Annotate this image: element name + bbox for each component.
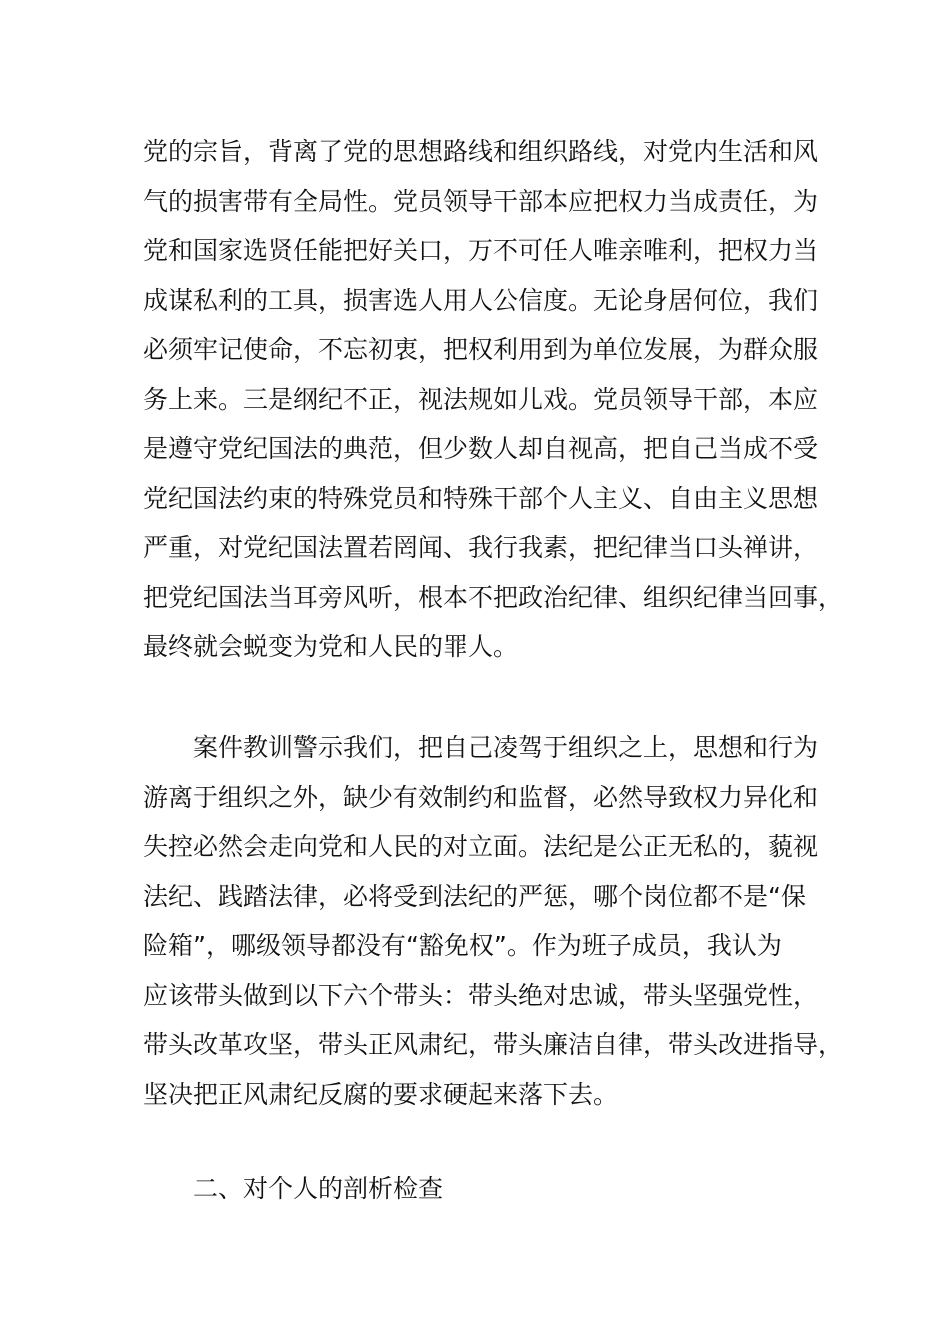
paragraph-line: 把党纪国法当耳旁风听，根本不把政治纪律、组织纪律当回事， — [143, 582, 844, 612]
paragraph-line: 成谋私利的工具，损害选人用人公信度。无论身居何位，我们 — [143, 285, 819, 315]
paragraph-line: 应该带头做到以下六个带头：带头绝对忠诚，带头坚强党性， — [143, 980, 819, 1010]
paragraph-line: 严重，对党纪国法置若罔闻、我行我素，把纪律当口头禅讲， — [143, 533, 819, 562]
section-heading-text: 二、对个人的剖析检查 — [193, 1174, 444, 1203]
paragraph-line: 案件教训警示我们，把自己凌驾于组织之上，思想和行为 — [193, 733, 819, 762]
paragraph-line: 必须牢记使命，不忘初衷，把权利用到为单位发展，为群众服 — [143, 335, 819, 364]
paragraph-line: 是遵守党纪国法的典范，但少数人却自视高，把自己当成不受 — [143, 434, 819, 463]
paragraph-line: 失控必然会走向党和人民的对立面。法纪是公正无私的，藐视 — [143, 832, 819, 861]
paragraph-line: 党和国家选贤任能把好关口，万不可任人唯亲唯利，把权力当 — [143, 236, 819, 265]
section-heading — [143, 1164, 833, 1214]
paragraph-line: 气的损害带有全局性。党员领导干部本应把权力当成责任，为 — [143, 186, 819, 216]
paragraph-line: 游离于组织之外，缺少有效制约和监督，必然导致权力异化和 — [143, 782, 819, 812]
paragraph-line: 带头改革攻坚，带头正风肃纪，带头廉洁自律，带头改进指导， — [143, 1030, 844, 1059]
paragraph-line: 险箱”，哪级领导都没有“豁免权”。作为班子成员，我认为 — [143, 931, 782, 960]
paragraph-line: 坚决把正风肃纪反腐的要求硬起来落下去。 — [143, 1079, 619, 1109]
paragraph-2 — [143, 723, 844, 1119]
paragraph-1 — [143, 127, 844, 672]
paragraph-line: 党纪国法约束的特殊党员和特殊干部个人主义、自由主义思想 — [143, 483, 819, 513]
paragraph-line: 党的宗旨，背离了党的思想路线和组织路线，对党内生活和风 — [143, 137, 819, 166]
paragraph-line: 法纪、践踏法律，必将受到法纪的严惩，哪个岗位都不是“保 — [143, 881, 806, 911]
paragraph-line: 务上来。三是纲纪不正，视法规如儿戏。党员领导干部，本应 — [143, 384, 819, 414]
paragraph-line: 最终就会蜕变为党和人民的罪人。 — [143, 632, 519, 661]
